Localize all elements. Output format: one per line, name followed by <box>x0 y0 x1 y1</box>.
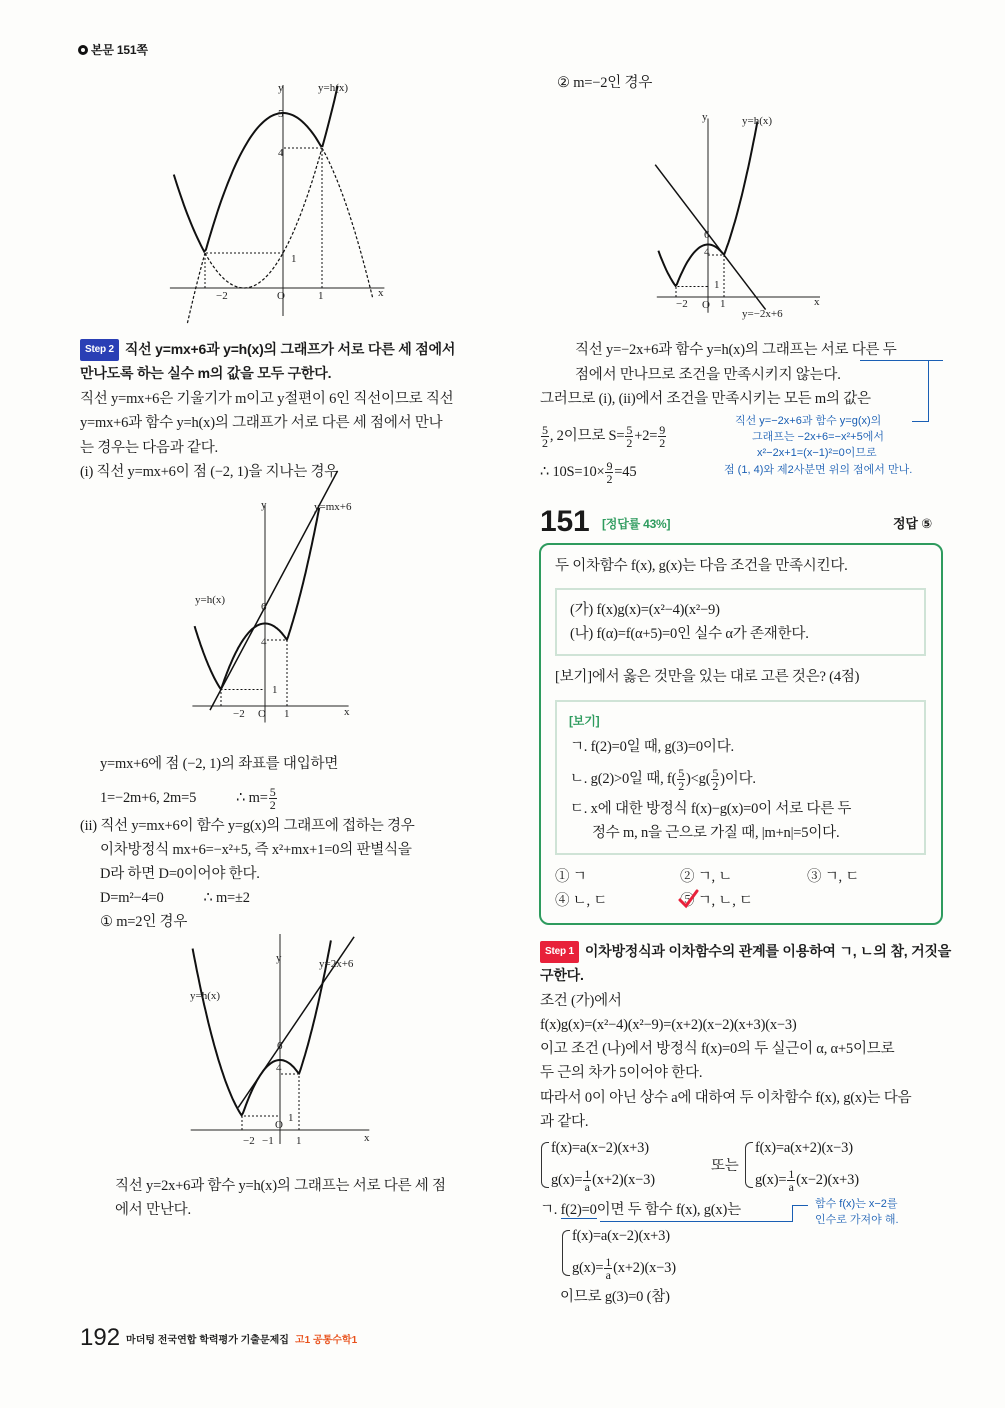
case-ii-heading: (ii) 직선 y=mx+6이 함수 y=g(x)의 그래프에 접하는 경우 <box>80 818 415 834</box>
text-line: 이고 조건 (나)에서 방정식 f(x)=0의 두 실근이 α, α+5이므로 <box>540 1041 895 1057</box>
bogi-item-3: ㄷ. x에 대한 방정식 f(x)−g(x)=0이 서로 다른 두 <box>570 801 852 817</box>
graph-label: y=h(x) <box>742 115 773 127</box>
text-line: 직선 y=2x+6과 함수 y=h(x)의 그래프는 서로 다른 세 점 <box>115 1178 446 1194</box>
graph-label: 6 <box>277 1040 283 1052</box>
choice-5[interactable]: ⑤ ㄱ, ㄴ, ㄷ <box>680 893 753 909</box>
text-line: 에서 만난다. <box>115 1202 191 1218</box>
graph-label: 1 <box>296 1135 302 1147</box>
answer-label: 정답 ⑤ <box>893 516 932 531</box>
connector-line <box>600 1221 793 1222</box>
step-badge: Step 1 <box>540 941 579 963</box>
graph-label: 1 <box>714 279 720 291</box>
problem-stem: 두 이차함수 f(x), g(x)는 다음 조건을 만족시킨다. <box>555 558 848 574</box>
case-i-heading: (i) 직선 y=mx+6이 점 (−2, 1)을 지나는 경우 <box>80 464 339 480</box>
graph-label: −1 <box>262 1135 274 1147</box>
graph-label: 6 <box>704 229 710 241</box>
choice-4[interactable]: ④ ㄴ, ㄷ <box>555 893 608 909</box>
text-line: D라 하면 D=0이어야 한다. <box>100 866 260 882</box>
text-line: 따라서 0이 아닌 상수 a에 대하여 두 이차함수 f(x), g(x)는 다음 <box>540 1090 912 1106</box>
equation-line: 1=−2m+6, 2m=5 ∴ m= $\frac{5}{2}$ <box>100 785 276 812</box>
graph-label: −2 <box>243 1135 255 1147</box>
brace <box>745 1142 753 1188</box>
graph-label: x <box>344 706 350 718</box>
problem-number: 151 <box>540 505 590 538</box>
checkmark-icon <box>677 888 699 910</box>
brace <box>562 1230 570 1276</box>
choice-1[interactable]: ① ㄱ <box>555 869 587 885</box>
graph-label: 4 <box>261 636 267 648</box>
equation-line: D=m²−4=0 ∴ m=±2 <box>100 890 250 906</box>
conclusion-line: 이므로 g(3)=0 (참) <box>560 1289 670 1305</box>
connector-line <box>792 1206 793 1222</box>
graph-label: y=h(x) <box>318 82 349 94</box>
step2-heading-cont: 만나도록 하는 실수 m의 값을 모두 구한다. <box>80 365 332 381</box>
graph-label: 4 <box>276 1062 282 1074</box>
text-line: 두 근의 차가 5이어야 한다. <box>540 1065 703 1081</box>
guide-line <box>265 640 287 706</box>
text-line: 점에서 만나므로 조건을 만족시키지 않는다. <box>575 367 841 383</box>
text-line: y=mx+6과 함수 y=h(x)의 그래프가 서로 다른 세 점에서 만나 <box>80 415 443 431</box>
side-note: x²−2x+1=(x−1)²=0이므로 <box>757 447 877 459</box>
curve-h <box>174 86 338 252</box>
graph-label: y=−2x+6 <box>742 308 783 320</box>
bogi-item-2: ㄴ. g(2)>0일 때, f( $\frac{5}{2}$ )<g( $\frac{5}{2}$ )이다. <box>570 766 756 793</box>
side-note: 그래프는 −2x+6=−x²+5에서 <box>752 431 884 443</box>
choice-3[interactable]: ③ ㄱ, ㄷ <box>807 869 860 885</box>
text-line: 는 경우는 다음과 같다. <box>80 440 218 456</box>
book-title: 마더텅 전국연합 학력평가 기출문제집 <box>126 1334 289 1346</box>
page-number: 192 <box>80 1324 121 1351</box>
underline <box>860 360 943 361</box>
graph-label: −2 <box>676 298 688 310</box>
graph-label: y=mx+6 <box>314 501 352 513</box>
curve-h <box>193 940 331 1115</box>
graph-label: y <box>278 82 284 94</box>
system3-g: g(x)= $\frac{1}{a}$ (x+2)(x−3) <box>572 1255 676 1282</box>
step1-heading: Step 1 이차방정식과 이차함수의 관계를 이용하여 ㄱ, ㄴ의 참, 거짓을 <box>540 941 951 963</box>
conditions-box <box>555 588 926 656</box>
step1-heading-cont: 구한다. <box>540 967 584 983</box>
correct-rate: [정답률 43%] <box>602 517 671 531</box>
condition-ga: (가) f(x)g(x)=(x²−4)(x²−9) <box>570 602 720 618</box>
result-equation: ∴ 10S=10× $\frac{9}{2}$ =45 <box>540 459 637 486</box>
graph-label: −2 <box>216 290 228 302</box>
fraction: $\frac{5}{2}$ <box>269 785 276 812</box>
step-badge: Step 2 <box>80 339 119 361</box>
sum-equation: $\frac{5}{2}$ , 2이므로 S= $\frac{5}{2}$ +2= $\frac{9}{2}$ <box>542 423 666 450</box>
text-line: 직선 y=mx+6은 기울기가 m이고 y절편이 6인 직선이므로 직선 <box>80 391 454 407</box>
system2-g: g(x)= $\frac{1}{a}$ (x−2)(x+3) <box>755 1167 859 1194</box>
graph-label: 4 <box>704 246 710 258</box>
graph-label: x <box>814 296 820 308</box>
graph-label: y <box>702 111 708 123</box>
guide-line <box>283 148 322 288</box>
text-line: 이차방정식 mx+6=−x²+5, 즉 x²+mx+1=0의 판별식을 <box>100 842 412 858</box>
bogi-title: [보기] <box>569 714 600 728</box>
side-note: 점 (1, 4)와 제2사분면 위의 점에서 만나. <box>724 464 913 476</box>
subcase-heading: ② m=−2인 경우 <box>557 75 653 91</box>
or-label: 또는 <box>711 1158 739 1174</box>
graph-label: 1 <box>720 298 726 310</box>
step2-heading: Step 2 직선 y=mx+6과 y=h(x)의 그래프가 서로 다른 세 점에서 <box>80 339 455 361</box>
graph-label: x <box>364 1132 370 1144</box>
side-note: 함수 f(x)는 x−2를 <box>815 1198 898 1210</box>
graph-label: y <box>276 952 282 964</box>
graph-label: 1 <box>291 253 297 265</box>
bogi-item-3-cont: 정수 m, n을 근으로 가질 때, |m+n|=5이다. <box>592 825 840 841</box>
line-mx-plus-6 <box>655 165 765 310</box>
graph-label: x <box>378 287 384 299</box>
curve-f-dashed <box>205 148 322 288</box>
text-line: f(x)g(x)=(x²−4)(x²−9)=(x+2)(x−2)(x+3)(x−3) <box>540 1017 797 1033</box>
condition-na: (나) f(α)=f(α+5)=0인 실수 α가 존재한다. <box>570 626 809 642</box>
text-line: 과 같다. <box>540 1114 589 1130</box>
side-note: 직선 y=−2x+6과 함수 y=g(x)의 <box>735 415 882 427</box>
graph-label: O <box>275 1119 283 1131</box>
system2-f: f(x)=a(x+2)(x−3) <box>755 1140 853 1156</box>
system3-f: f(x)=a(x−2)(x+3) <box>572 1228 670 1244</box>
arrow-icon <box>792 1205 808 1206</box>
graph-label: 1 <box>272 684 278 696</box>
graph-label: 4 <box>278 147 284 159</box>
graph-label: 1 <box>284 708 290 720</box>
graph-label: y <box>261 499 267 511</box>
problem-question: [보기]에서 옳은 것만을 있는 대로 고른 것은? (4점) <box>555 669 860 685</box>
arrow-icon <box>912 421 929 422</box>
text-line: 직선 y=−2x+6과 함수 y=h(x)의 그래프는 서로 다른 두 <box>575 342 897 358</box>
guide-line <box>676 287 708 298</box>
graph-label: 1 <box>288 1112 294 1124</box>
guide-line <box>221 690 265 707</box>
subject-label: 고1 공통수학1 <box>294 1334 358 1346</box>
text-line: 그러므로 (i), (ii)에서 조건을 만족시키는 모든 m의 값은 <box>540 391 871 407</box>
text-line: 조건 (가)에서 <box>540 993 622 1009</box>
item-g-line: ㄱ. f(2)=0이면 두 함수 f(x), g(x)는 <box>540 1202 741 1218</box>
system1-f: f(x)=a(x−2)(x+3) <box>551 1140 649 1156</box>
section-marker: 본문 151쪽 <box>78 40 148 60</box>
graph-label: −2 <box>233 708 245 720</box>
page-footer <box>80 1324 357 1352</box>
graph-label: y=2x+6 <box>319 958 354 970</box>
graph-label: O <box>702 299 710 311</box>
graph-label: y=h(x) <box>195 594 226 606</box>
graph-label: 6 <box>261 601 267 613</box>
curve-g-dashed <box>322 148 373 298</box>
choice-2[interactable]: ② ㄱ, ㄴ <box>680 869 733 885</box>
text-line: y=mx+6에 점 (−2, 1)의 좌표를 대입하면 <box>100 756 339 772</box>
system1-g: g(x)= $\frac{1}{a}$ (x+2)(x−3) <box>551 1167 655 1194</box>
bogi-item-1: ㄱ. f(2)=0일 때, g(3)=0이다. <box>570 739 734 755</box>
connector-line <box>928 360 929 422</box>
graph-label: y=h(x) <box>190 990 221 1002</box>
subcase-heading: ① m=2인 경우 <box>100 914 188 930</box>
graph-label: O <box>258 708 266 720</box>
graph-label: 1 <box>318 290 324 302</box>
graph-label: O <box>277 290 285 302</box>
brace <box>541 1142 549 1188</box>
side-note: 인수로 가져야 해. <box>815 1214 899 1226</box>
graph-label: 5 <box>278 108 284 120</box>
